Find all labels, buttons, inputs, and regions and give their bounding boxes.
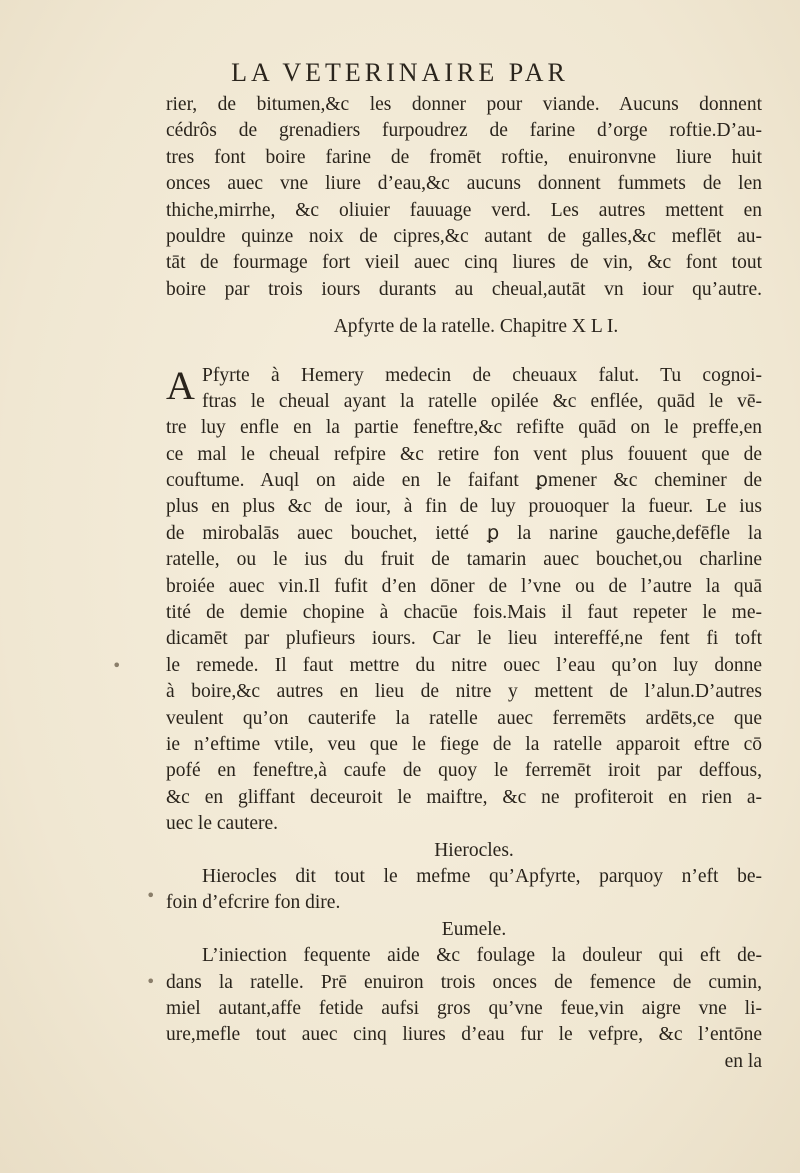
chapter-heading: Apfyrte de la ratelle. Chapitre X L I.: [333, 316, 619, 338]
text-line: de mirobalās auec bouchet, ietté ꝑ la narine gauche,defēfle la: [166, 522, 762, 544]
margin-mark: •: [146, 886, 156, 905]
text-line: dicamēt par plufieurs iours. Car le lieu intereffé,ne fent fi toft: [166, 628, 762, 650]
text-line: veulent qu’on cauterife la ratelle auec ferremēts ardēts,ce que: [166, 707, 762, 729]
text-line: ie n’eftime vtile, veu que le fiege de la ratelle apparoit eftre cō: [166, 733, 762, 755]
margin-mark: •: [146, 972, 156, 991]
text-line: ure,mefle tout auec cinq liures d’eau fur le vefpre, &c l’entōne: [166, 1024, 762, 1046]
text-line: uec le cautere.: [166, 813, 279, 835]
text-line: Hierocles dit tout le mefme qu’Apfyrte, parquoy n’eft be-: [202, 865, 762, 887]
text-line: à boire,&c autres en lieu de nitre y mettent de l’alun.D’autres: [166, 681, 762, 703]
text-line: tre luy enfle en la partie feneftre,&c refifte quād on le preffe,en: [166, 417, 762, 439]
paragraph-1: [166, 92, 762, 303]
text-line: Pfyrte à Hemery medecin de cheuaux falut. Tu cognoi-: [202, 364, 762, 386]
text-line: cédrôs de grenadiers furpoudrez de farine d’orge roftie.D’au-: [166, 120, 762, 142]
text-line: onces auec vne liure d’eau,&c aucuns donnent fummets de len: [166, 173, 762, 195]
text-line: foin d’efcrire fon dire.: [166, 892, 341, 914]
running-header: LA VETERINAIRE PAR: [231, 58, 569, 87]
text-line: tité de demie chopine à chacūe fois.Mais il faut repeter le me-: [166, 602, 762, 624]
text-line: plus en plus &c de iour, à fin de luy prouoquer la fueur. Le ius: [166, 496, 762, 518]
text-line: tāt de fourmage fort vieil auec cinq liures de vin, &c font tout: [166, 252, 762, 274]
text-line: boire par trois iours durants au cheual,autāt vn iour qu’autre.: [166, 278, 762, 300]
dropcap-line: [166, 363, 762, 416]
paragraph-2: [166, 363, 762, 838]
text-line: dans la ratelle. Prē enuiron trois onces de femence de cumin,: [166, 971, 762, 993]
text-line: pouldre quinze noix de cipres,&c autant de galles,&c meflēt au-: [166, 225, 762, 247]
paragraph-hierocles: [166, 864, 762, 917]
section-heading-hierocles: Hierocles.: [434, 839, 514, 861]
text-line: thiche,mirrhe, &c oliuier fauuage verd. Les autres mettent en: [166, 199, 762, 221]
text-line: pofé en feneftre,à caufe de quoy le ferremēt iroit par deffous,: [166, 760, 762, 782]
text-line: L’iniection fequente aide &c foulage la douleur qui eft de-: [202, 945, 762, 967]
text-line: ce mal le cheual refpire &c retire fon vent plus fouuent que de: [166, 443, 762, 465]
text-line: broiée auec vin.Il fufit d’en dōner de l’vne ou de l’autre la quā: [166, 575, 762, 597]
text-block: [166, 92, 762, 1075]
paragraph-eumele: [166, 943, 762, 1049]
text-line: ratelle, ou le ius du fruit de tamarin auec bouchet,ou charline: [166, 549, 762, 571]
text-line: &c en gliffant deceuroit le maiftre, &c ne profiteroit en rien a-: [166, 786, 762, 808]
text-line: ftras le cheual ayant la ratelle opilée &c enflée, quād le vē-: [202, 390, 762, 412]
section-heading-eumele: Eumele.: [441, 918, 507, 940]
margin-mark: •: [112, 656, 122, 675]
text-line: rier, de bitumen,&c les donner pour viande. Aucuns donnent: [166, 94, 762, 115]
drop-capital: A: [166, 362, 195, 408]
text-line: couftume. Auql on aide en le faifant ꝑmener &c cheminer de: [166, 470, 762, 492]
text-line: miel autant,affe fetide aufsi gros qu’vne feue,vin aigre vne li-: [166, 997, 762, 1019]
text-line: le remede. Il faut mettre du nitre ouec l’eau qu’on luy donne: [166, 654, 762, 676]
catchword: en la: [724, 1050, 762, 1072]
text-line: tres font boire farine de fromēt roftie, enuironvne liure huit: [166, 146, 762, 168]
